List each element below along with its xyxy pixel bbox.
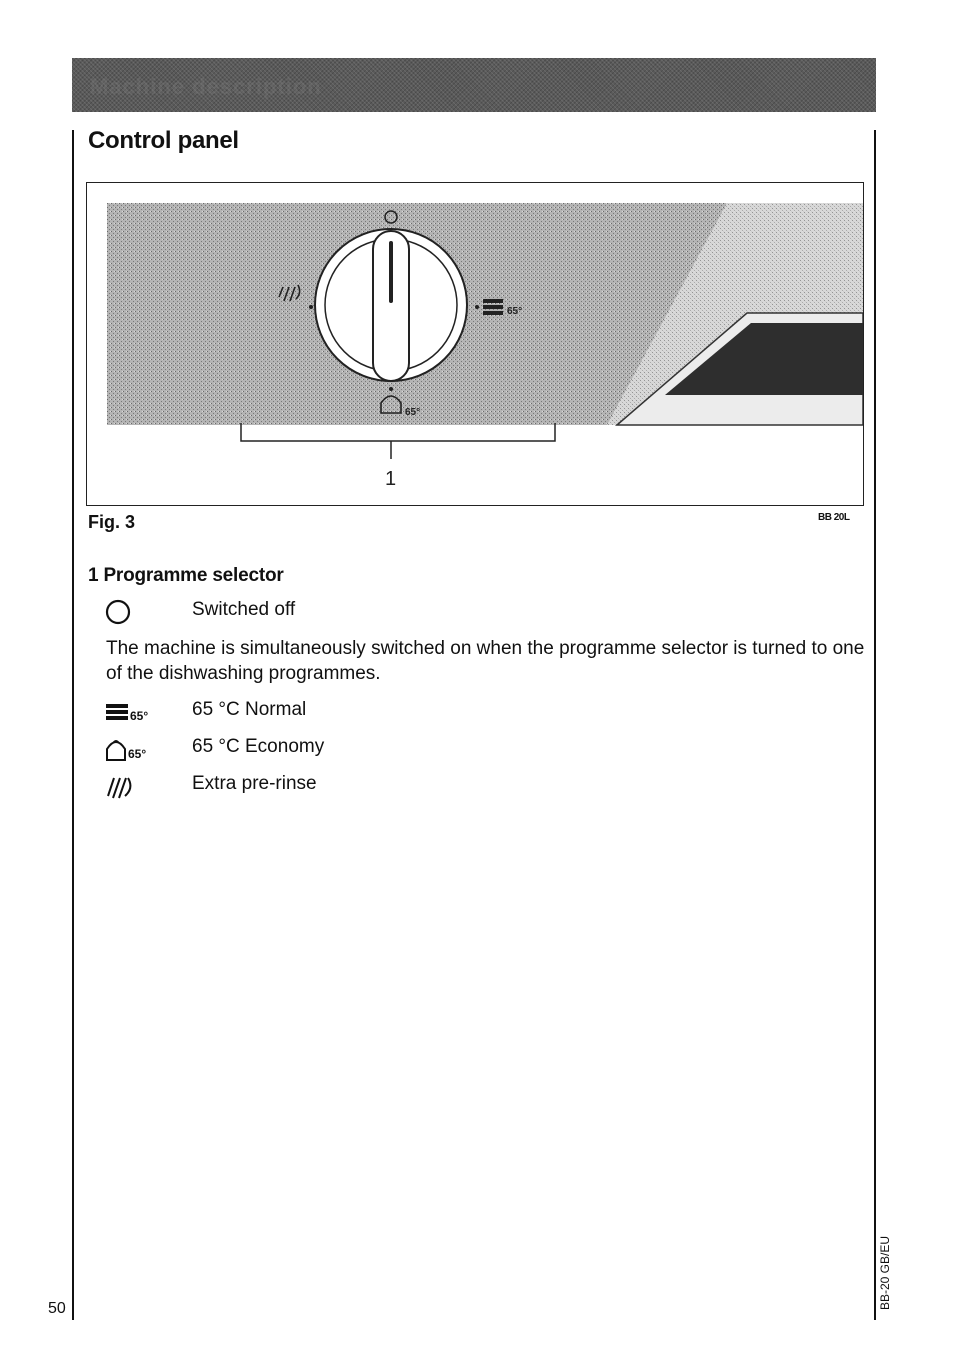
left-margin-rule <box>72 130 74 1320</box>
svg-text:65°: 65° <box>128 747 147 761</box>
svg-text:65°: 65° <box>507 306 523 317</box>
document-code: BB-20 GB/EU <box>878 1235 892 1310</box>
off-circle-icon <box>104 598 184 626</box>
figure-code: BB 20L <box>818 512 850 523</box>
control-panel-figure <box>86 182 864 506</box>
normal-programme-label: 65 °C Normal <box>192 699 307 720</box>
section-header-bar <box>72 58 876 112</box>
header-title: Machine description <box>90 74 322 99</box>
economy-programme-icon <box>104 735 184 763</box>
programme-selector-knob[interactable] <box>315 229 467 381</box>
page-number: 50 <box>48 1300 66 1317</box>
selector-description: The machine is simultaneously switched on when the programme selector is turned to one of the dishwashing programmes. <box>106 638 865 684</box>
programme-selector-heading: 1 Programme selector <box>88 565 284 586</box>
right-margin-rule <box>874 130 876 1320</box>
svg-text:65°: 65° <box>130 709 149 723</box>
pre-rinse-label: Extra pre-rinse <box>192 773 317 794</box>
callout-bracket <box>241 423 555 459</box>
figure-label: Fig. 3 <box>88 512 136 532</box>
callout-number: 1 <box>385 468 397 490</box>
switched-off-label: Switched off <box>192 599 296 620</box>
economy-programme-label: 65 °C Economy <box>192 736 325 757</box>
normal-programme-icon <box>104 698 184 726</box>
control-panel-illustration <box>87 183 863 505</box>
svg-text:65°: 65° <box>405 407 421 418</box>
pre-rinse-icon <box>104 772 184 800</box>
page-title: Control panel <box>88 127 239 154</box>
